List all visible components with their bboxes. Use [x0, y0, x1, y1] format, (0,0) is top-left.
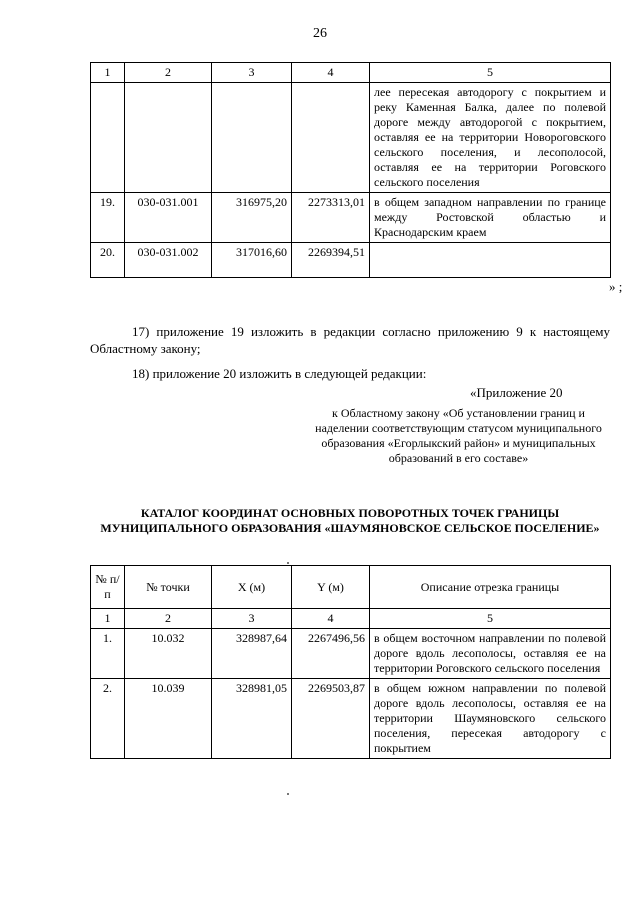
- point-id: 030-031.002: [125, 243, 212, 278]
- closing-quote-mark: » ;: [609, 279, 623, 294]
- column-number: 4: [292, 63, 370, 83]
- x-coordinate: 317016,60: [212, 243, 292, 278]
- table-header-row: [91, 566, 611, 609]
- y-coordinate: 2269503,87: [292, 679, 370, 759]
- paragraph-18: 18) приложение 20 изложить в следующей редакции:: [132, 366, 427, 381]
- scan-mark: [287, 793, 289, 795]
- y-coordinate: 2273313,01: [292, 193, 370, 243]
- point-id: 10.039: [125, 679, 212, 759]
- paragraph-17: 17) приложение 19 изложить в редакции согласно приложению 9 к настоящему Областному закону;: [90, 324, 610, 356]
- x-coordinate: [212, 83, 292, 193]
- y-coordinate: 2267496,56: [292, 629, 370, 679]
- table-row: [91, 193, 611, 243]
- row-index: [91, 83, 125, 193]
- coordinates-table: [90, 565, 611, 759]
- column-number: 2: [125, 609, 212, 629]
- segment-description: в общем восточном направлении по полевой дороге вдоль лесополосы, оставляя ее на территории Роговского сельского поселения: [370, 629, 611, 679]
- row-index: 20.: [91, 243, 125, 278]
- column-header: Описание отрезка границы: [370, 566, 611, 609]
- column-number: 5: [370, 63, 611, 83]
- row-index: 19.: [91, 193, 125, 243]
- column-header: № п/п: [91, 566, 125, 609]
- point-id: 030-031.001: [125, 193, 212, 243]
- coordinates-table-continued: [90, 62, 611, 278]
- table-row: [91, 629, 611, 679]
- table-number-row: [91, 63, 611, 83]
- appendix-reference: к Областному закону «Об установлении границ и наделении соответствующим статусом муниципального образования «Егорлыкский район» и муниципальных образований в его составе»: [315, 406, 602, 465]
- page-number: 26: [313, 26, 327, 41]
- table-row: [91, 83, 611, 193]
- y-coordinate: 2269394,51: [292, 243, 370, 278]
- column-number: 1: [91, 609, 125, 629]
- scan-mark: [287, 562, 289, 564]
- segment-description: лее пересекая автодорогу с покрытием и реку Каменная Балка, далее по полевой дороге между автодорогой с покрытием, оставляя ее на территории Новороговского сельского поселения, и лесополосой, оставляя ее на территории Роговского сельского поселения: [370, 83, 611, 193]
- point-id: [125, 83, 212, 193]
- column-number: 2: [125, 63, 212, 83]
- column-header: Y (м): [292, 566, 370, 609]
- column-number: 5: [370, 609, 611, 629]
- column-number: 4: [292, 609, 370, 629]
- column-header: X (м): [212, 566, 292, 609]
- column-number: 3: [212, 63, 292, 83]
- column-number: 1: [91, 63, 125, 83]
- x-coordinate: 328981,05: [212, 679, 292, 759]
- table-row: [91, 679, 611, 759]
- column-number: 3: [212, 609, 292, 629]
- row-index: 2.: [91, 679, 125, 759]
- segment-description: в общем южном направлении по полевой дороге вдоль лесополосы, оставляя ее на территории Шаумяновского сельского поселения, пересекая автодорогу с покрытием: [370, 679, 611, 759]
- segment-description: [370, 243, 611, 278]
- x-coordinate: 316975,20: [212, 193, 292, 243]
- table-row: [91, 243, 611, 278]
- segment-description: в общем западном направлении по границе между Ростовской областью и Краснодарским краем: [370, 193, 611, 243]
- catalog-title: КАТАЛОГ КООРДИНАТ ОСНОВНЫХ ПОВОРОТНЫХ ТОЧЕК ГРАНИЦЫ МУНИЦИПАЛЬНОГО ОБРАЗОВАНИЯ «ШАУМЯНОВСКОЕ СЕЛЬСКОЕ ПОСЕЛЕНИЕ»: [100, 506, 600, 535]
- table-number-row: [91, 609, 611, 629]
- y-coordinate: [292, 83, 370, 193]
- point-id: 10.032: [125, 629, 212, 679]
- x-coordinate: 328987,64: [212, 629, 292, 679]
- row-index: 1.: [91, 629, 125, 679]
- column-header: № точки: [125, 566, 212, 609]
- appendix-title: «Приложение 20: [470, 385, 563, 400]
